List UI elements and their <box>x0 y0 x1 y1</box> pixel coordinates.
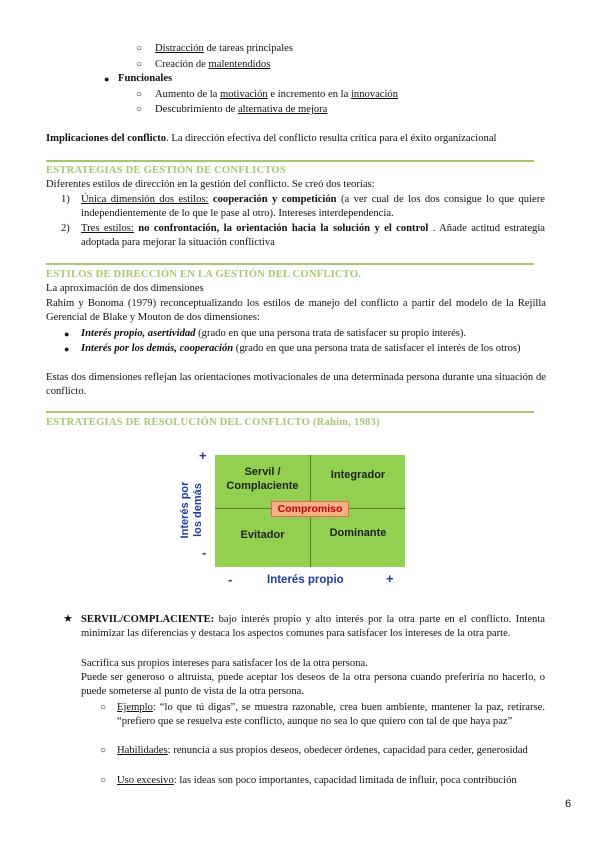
quadrant-integrador: Integrador <box>330 469 386 481</box>
list-item: Interés por los demás, cooperación (grado en que una persona trata de satisfacer el interés de los otros) <box>81 343 521 354</box>
page-number: 6 <box>565 798 572 810</box>
circle-bullet-icon: ○ <box>136 104 143 115</box>
circle-bullet-icon: ○ <box>136 43 143 54</box>
circle-bullet-icon: ○ <box>136 89 143 100</box>
list-item: Aumento de la motivación e incremento en la innovación <box>155 89 399 100</box>
list-item: Descubrimiento de alternativa de mejora <box>155 104 328 115</box>
paragraph: Sacrifica sus propios intereses para satisfacer los de la otra persona. <box>81 658 368 669</box>
list-item-funcionales: Funcionales <box>118 73 173 84</box>
section-heading: ESTRATEGIAS DE RESOLUCIÓN DEL CONFLICTO (Rahim, 1983) <box>46 417 380 428</box>
list-item: Interés propio, asertividad (grado en que una persona trata de satisfacer su propio interés). <box>81 328 467 339</box>
disc-bullet-icon: ● <box>64 344 70 354</box>
paragraph: Estas dos dimensiones reflejan las orientaciones motivacionales de una determinada persona durante una situación de conflicto. <box>46 372 546 397</box>
list-number: 2) <box>61 223 70 234</box>
section-divider <box>46 160 534 162</box>
x-axis-label: Interés propio <box>267 574 344 586</box>
list-item: Creación de malentendidos <box>155 59 271 70</box>
list-item-uso-excesivo: Uso excesivo: las ideas son poco importantes, capacidad limitada de influir, poca contribución <box>117 775 517 786</box>
section-divider <box>46 263 534 265</box>
paragraph: Rahim y Bonoma (1979) reconceptualizando los estilos de manejo del conflicto a partir del modelo de la Rejilla Gerencial de Blake y Mouton de dos dimensiones: <box>46 298 546 323</box>
circle-bullet-icon: ○ <box>100 745 107 756</box>
paragraph: La aproximación de dos dimensiones <box>46 283 204 294</box>
y-axis-plus: + <box>199 448 207 463</box>
center-compromiso: Compromiso <box>271 501 349 517</box>
list-item-habilidades: Habilidades: renuncia a sus propios deseos, obedecer órdenes, capacidad para ceder, generosidad <box>117 745 528 756</box>
paragraph: Puede ser generoso o altruista, puede aceptar los deseos de la otra persona cuando preferiría no hacerlo, o puede someterse al punto de vista de la otra persona. <box>81 672 545 697</box>
list-item: Tres estilos: no confrontación, la orientación hacia la solución y el control . Añade actitud estrategia adoptada para mejorar la situación conflictiva <box>81 223 545 248</box>
implicaciones-paragraph: Implicaciones del conflicto. La dirección efectiva del conflicto resulta crítica para el éxito organizacional <box>46 133 497 144</box>
paragraph: Diferentes estilos de dirección en la gestión del conflicto. Se creó dos teorías: <box>46 179 375 190</box>
circle-bullet-icon: ○ <box>100 775 107 786</box>
quadrant-servil: Servil / Complaciente <box>226 466 299 492</box>
list-item: Única dimensión dos estilos: cooperación y competición (a ver cual de los dos consigue lo que quiere independientemente de lo que le pase al otro). Intereses interdependencia. <box>81 194 545 219</box>
disc-bullet-icon: ● <box>104 74 110 84</box>
star-icon: ★ <box>63 613 73 625</box>
list-number: 1) <box>61 194 70 205</box>
circle-bullet-icon: ○ <box>100 702 107 713</box>
x-axis-minus: - <box>228 572 233 587</box>
y-axis-label: Interés por los demás <box>179 481 204 539</box>
list-item: Distracción de tareas principales <box>155 43 293 54</box>
disc-bullet-icon: ● <box>64 329 70 339</box>
section-heading: ESTILOS DE DIRECCIÓN EN LA GESTIÓN DEL CONFLICTO. <box>46 269 362 280</box>
x-axis-plus: + <box>386 571 394 586</box>
quadrant-evitador: Evitador <box>240 529 285 541</box>
section-divider <box>46 411 534 413</box>
list-item-ejemplo: Ejemplo: “lo que tú digas”, se muestra razonable, crea buen ambiente, mantener la paz, retirarse. “prefiero que se resuelva este conflicto, aunque no sea lo que quiero con tal de que haya paz” <box>117 702 545 727</box>
section-heading: ESTRATEGIAS DE GESTIÓN DE CONFLICTOS <box>46 165 286 176</box>
circle-bullet-icon: ○ <box>136 59 143 70</box>
servil-paragraph: SERVIL/COMPLACIENTE: bajo interés propio y alto interés por la otra parte en el conflicto. Intenta minimizar las diferencias y destaca los aspectos comunes para satisfacer los intereses de la otra parte. <box>81 614 545 639</box>
y-axis-minus: - <box>202 545 207 560</box>
quadrant-dominante: Dominante <box>329 527 387 539</box>
